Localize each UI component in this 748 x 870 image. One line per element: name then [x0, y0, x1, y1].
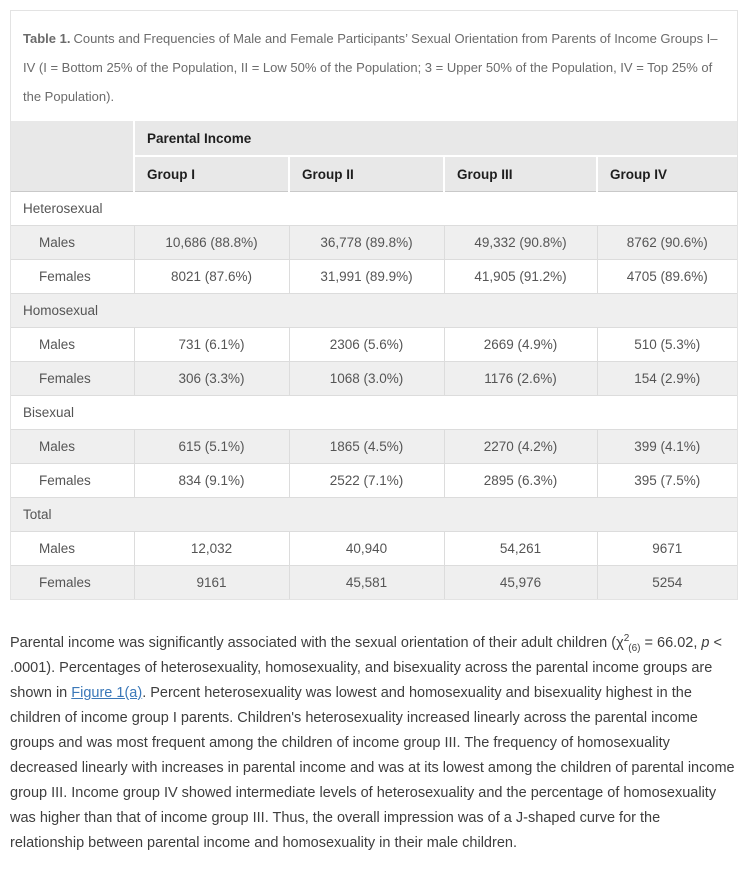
- data-cell: 615 (5.1%): [134, 430, 289, 464]
- data-cell: 8762 (90.6%): [597, 226, 737, 260]
- data-cell: 1176 (2.6%): [444, 362, 597, 396]
- data-cell: 510 (5.3%): [597, 328, 737, 362]
- data-cell: 10,686 (88.8%): [134, 226, 289, 260]
- row-label: Males: [11, 430, 134, 464]
- data-cell: 31,991 (89.9%): [289, 260, 444, 294]
- data-cell: 49,332 (90.8%): [444, 226, 597, 260]
- data-cell: 45,581: [289, 566, 444, 600]
- table-header: [11, 121, 737, 192]
- row-label: Males: [11, 226, 134, 260]
- table-row: [11, 464, 737, 498]
- data-cell: 9671: [597, 532, 737, 566]
- column-header-group-ii: Group II: [289, 156, 444, 192]
- data-cell: 5254: [597, 566, 737, 600]
- section-row-total: [11, 498, 737, 532]
- table-row: [11, 532, 737, 566]
- row-label: Males: [11, 532, 134, 566]
- chi-square-superscript: 2: [623, 633, 630, 645]
- figure-1a-link[interactable]: Figure 1(a): [71, 685, 143, 701]
- table-row: [11, 260, 737, 294]
- p-value-symbol: p: [701, 635, 710, 651]
- table-caption-text: Counts and Frequencies of Male and Female Participants’ Sexual Orientation from Parents of Income Groups I–IV (I = Bottom 25% of the Population, II = Low 50% of the Population; 3 = Upper 50% of the Population, IV = Top 25% of the Population).: [23, 31, 718, 104]
- paragraph-text: = 66.02,: [640, 635, 702, 651]
- data-cell: 2270 (4.2%): [444, 430, 597, 464]
- section-row-heterosexual: [11, 192, 737, 226]
- data-cell: 45,976: [444, 566, 597, 600]
- body-paragraph: [10, 631, 738, 856]
- table-row: [11, 362, 737, 396]
- data-cell: 4705 (89.6%): [597, 260, 737, 294]
- table-body: [11, 192, 737, 600]
- paragraph-text: . Percent heterosexuality was lowest and homosexuality and bisexuality highest in the children of income group I parents. Children's heterosexuality increased linearly across the parental income groups and was most frequent among the children of income group III. The frequency of homosexuality decreased linearly with increases in parental income and was at its lowest among the children of parental income group III. Income group IV showed intermediate levels of heterosexuality and the percentage of homosexuality was higher than that of income group III. Thus, the overall impression was of a J-shaped curve for the relationship between parental income and homosexuality in their male children.: [10, 685, 735, 851]
- column-header-group-i: Group I: [134, 156, 289, 192]
- header-parental-income: Parental Income: [134, 121, 737, 156]
- column-header-group-iii: Group III: [444, 156, 597, 192]
- data-cell: 306 (3.3%): [134, 362, 289, 396]
- table-row: [11, 328, 737, 362]
- data-cell: 1865 (4.5%): [289, 430, 444, 464]
- data-cell: 41,905 (91.2%): [444, 260, 597, 294]
- section-label: Bisexual: [11, 396, 737, 430]
- row-label: Females: [11, 464, 134, 498]
- section-label: Homosexual: [11, 294, 737, 328]
- table-caption: [11, 11, 737, 121]
- data-cell: 399 (4.1%): [597, 430, 737, 464]
- data-cell: 12,032: [134, 532, 289, 566]
- column-header-group-iv: Group IV: [597, 156, 737, 192]
- data-cell: 2669 (4.9%): [444, 328, 597, 362]
- paragraph-text: Parental income was significantly associated with the sexual orientation of their adult children (χ: [10, 635, 624, 651]
- data-cell: 9161: [134, 566, 289, 600]
- table-row: [11, 566, 737, 600]
- table-row: [11, 226, 737, 260]
- section-label: Total: [11, 498, 737, 532]
- data-cell: 2522 (7.1%): [289, 464, 444, 498]
- table-row: [11, 430, 737, 464]
- row-label: Females: [11, 362, 134, 396]
- data-cell: 54,261: [444, 532, 597, 566]
- data-cell: 395 (7.5%): [597, 464, 737, 498]
- table-1-block: [10, 10, 738, 600]
- row-label: Males: [11, 328, 134, 362]
- data-cell: 1068 (3.0%): [289, 362, 444, 396]
- table-1: [11, 121, 737, 599]
- row-label: Females: [11, 260, 134, 294]
- section-row-bisexual: [11, 396, 737, 430]
- data-cell: 40,940: [289, 532, 444, 566]
- section-row-homosexual: [11, 294, 737, 328]
- header-empty-cell: [11, 121, 134, 192]
- data-cell: 154 (2.9%): [597, 362, 737, 396]
- data-cell: 2895 (6.3%): [444, 464, 597, 498]
- data-cell: 731 (6.1%): [134, 328, 289, 362]
- paragraph-text: < .0001). Percentages of heterosexuality, homosexuality, and bisexuality across the parental income groups are shown in: [10, 635, 722, 701]
- row-label: Females: [11, 566, 134, 600]
- parental-income-row: [11, 121, 737, 156]
- data-cell: 36,778 (89.8%): [289, 226, 444, 260]
- data-cell: 834 (9.1%): [134, 464, 289, 498]
- data-cell: 2306 (5.6%): [289, 328, 444, 362]
- table-caption-label: Table 1.: [23, 31, 71, 46]
- data-cell: 8021 (87.6%): [134, 260, 289, 294]
- section-label: Heterosexual: [11, 192, 737, 226]
- chi-square-df-subscript: (6): [628, 642, 641, 654]
